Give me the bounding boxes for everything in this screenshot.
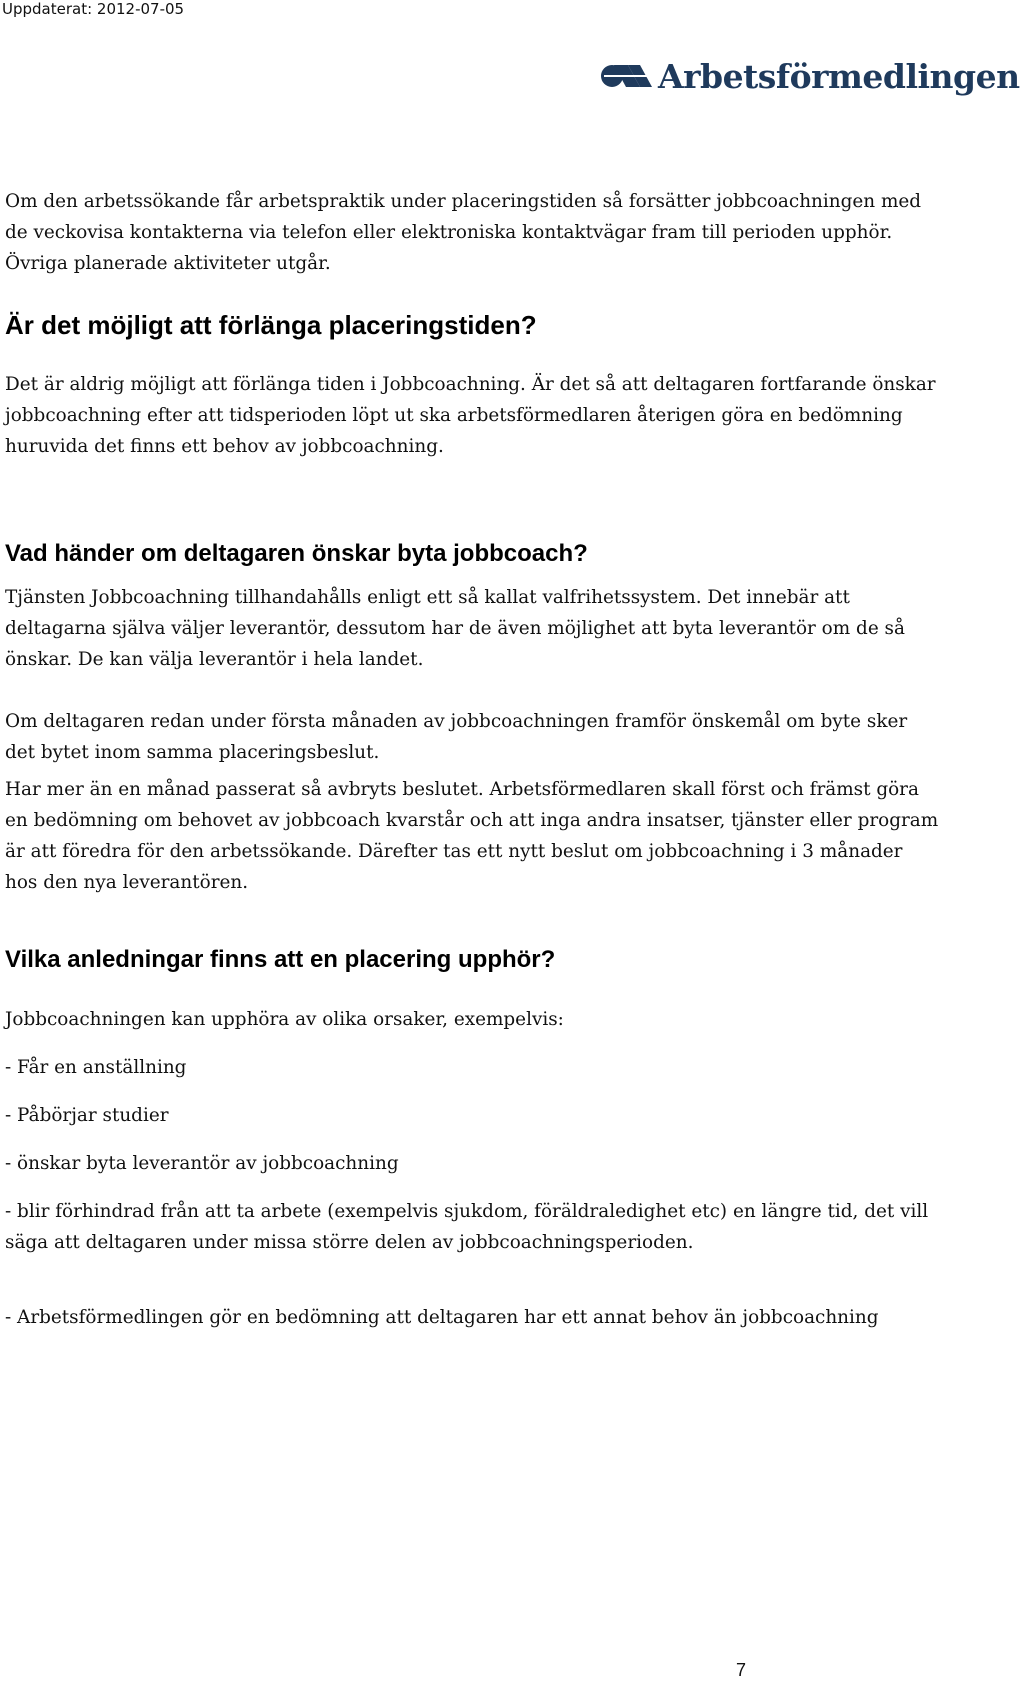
list-item: - Får en anställning	[5, 1057, 187, 1078]
arbetsformedlingen-logo-icon	[600, 61, 652, 91]
paragraph-arbetspraktik: Om den arbetssökande får arbetspraktik under placeringstiden så forsätter jobbcoachningen med de veckovisa kontakterna via telefon eller elektroniska kontaktvägar fram till perioden upphör. Övriga planerade aktiviteter utgår.	[5, 191, 922, 274]
list-item: - Påbörjar studier	[5, 1105, 169, 1126]
logo-text: Arbetsförmedlingen	[658, 56, 1020, 96]
paragraph-forlanga: Det är aldrig möjligt att förlänga tiden i Jobbcoachning. Är det så att deltagaren fortfarande önskar jobbcoachning efter att tidsperioden löpt ut ska arbetsförmedlaren återigen göra en bedömning huruvida det finns ett behov av jobbcoachning.	[5, 374, 936, 457]
paragraph-forsta-manaden: Om deltagaren redan under första månaden av jobbcoachningen framför önskemål om byte sker det bytet inom samma placeringsbeslut.	[5, 711, 908, 763]
heading-anledningar: Vilka anledningar finns att en placering upphör?	[5, 946, 556, 973]
list-item: - önskar byta leverantör av jobbcoachning	[5, 1153, 399, 1174]
paragraph-avbryts: Har mer än en månad passerat så avbryts beslutet. Arbetsförmedlaren skall först och främst göra en bedömning om behovet av jobbcoach kvarstår och att inga andra insatser, tjänster eller program är att föredra för den arbetssökande. Därefter tas ett nytt beslut om jobbcoachning i 3 månader hos den nya leverantören.	[5, 779, 939, 893]
list-item: - Arbetsförmedlingen gör en bedömning att deltagaren har ett annat behov än jobbcoachning	[5, 1307, 879, 1328]
arbetsformedlingen-logo	[600, 52, 1020, 100]
heading-forlanga: Är det möjligt att förlänga placeringstiden?	[5, 310, 537, 340]
paragraph-orsaker: Jobbcoachningen kan upphöra av olika orsaker, exempelvis:	[5, 1009, 564, 1030]
list-item: - blir förhindrad från att ta arbete (exempelvis sjukdom, föräldraledighet etc) en längre tid, det vill säga att deltagaren under missa större delen av jobbcoachningsperioden.	[5, 1201, 929, 1253]
page-number: 7	[736, 1660, 747, 1680]
updated-date: Uppdaterat: 2012-07-05	[2, 0, 185, 18]
heading-byta-jobbcoach: Vad händer om deltagaren önskar byta jobbcoach?	[5, 540, 588, 567]
paragraph-valfrihetssystem: Tjänsten Jobbcoachning tillhandahålls enligt ett så kallat valfrihetssystem. Det innebär att deltagarna själva väljer leverantör, dessutom har de även möjlighet att byta leverantör om de så önskar. De kan välja leverantör i hela landet.	[5, 587, 905, 670]
